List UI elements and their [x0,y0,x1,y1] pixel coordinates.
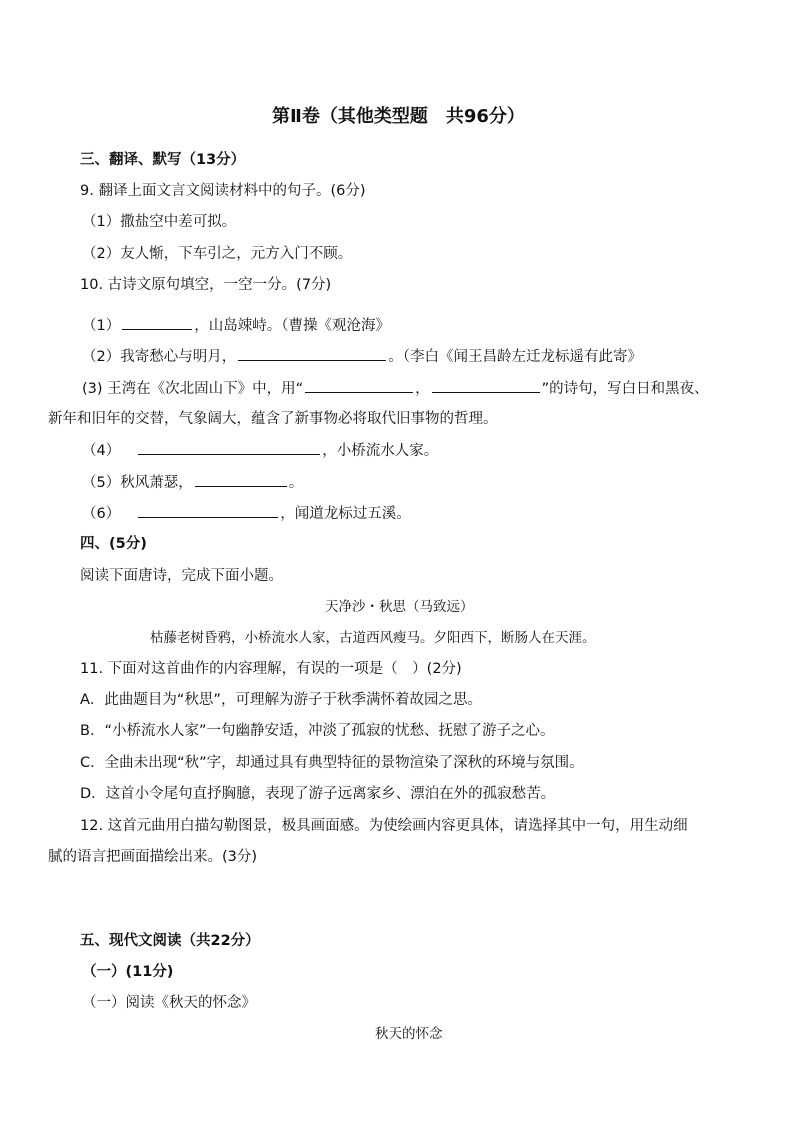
q10-item-3-line2: 新年和旧年的交替，气象阔大，蕴含了新事物必将取代旧事物的哲理。 [48,411,498,427]
poem-body: 枯藤老树昏鸦，小桥流水人家，古道西风瘦马。夕阳西下，断肠人在天涯。 [150,630,596,646]
answer-blank-3b[interactable] [432,378,540,393]
q11-option-c: C．全曲未出现“秋”字，却通过具有典型特征的景物渲染了深秋的环境与氛围。 [80,755,584,771]
q10-item-5-head: （5）秋风萧瑟， [82,475,193,491]
answer-blank-3a[interactable] [305,378,413,393]
section3-heading: 三、翻译、默写（13分） [80,152,246,168]
section5-sub-1: （一）(11分) [82,964,174,980]
q10-item-1-label: （1） [82,318,121,334]
page-title: 第Ⅱ卷（其他类型题 共96分） [272,106,525,127]
article-title: 秋天的怀念 [375,1026,443,1042]
q10-item-5 [82,472,303,493]
q10-item-6-tail: ，闻道龙标过五溪。 [280,506,411,522]
q10-stem: 10. 古诗文原句填空，一空一分。(7分) [80,277,332,293]
q10-item-4 [82,440,438,461]
q9-item-2: （2）友人惭，下车引之，元方入门不顾。 [82,246,353,262]
q11-option-a: A．此曲题目为“秋思”，可理解为游子于秋季满怀着故园之思。 [80,692,482,708]
q10-item-2-tail: 。（李白《闻王昌龄左迁龙标遥有此寄》 [388,349,642,365]
poem-title: 天净沙・秋思（马致远） [325,599,474,615]
q10-item-6 [82,503,411,524]
answer-blank-1[interactable] [122,315,192,330]
q11-stem: 11. 下面对这首曲作的内容理解，有误的一项是（ ）(2分) [80,661,462,677]
q10-item-1-tail: ，山岛竦峙。（曹操《观沧海》 [194,318,390,334]
q10-item-3-mid: ， [415,381,430,397]
answer-blank-4[interactable] [138,440,320,455]
q11-option-b: B．“小桥流水人家”一句幽静安适，冲淡了孤寂的忧愁、抚慰了游子之心。 [80,723,555,739]
section5-sub-2: （一）阅读《秋天的怀念》 [82,995,256,1011]
q11-option-d: D．这首小令尾句直抒胸臆，表现了游子远离家乡、漂泊在外的孤寂愁苦。 [80,786,556,802]
section4-intro: 阅读下面唐诗，完成下面小题。 [80,568,283,584]
q12-line-1: 12. 这首元曲用白描勾勒图景，极具画面感。为使绘画内容更具体，请选择其中一句，用生动细 [80,818,688,834]
q10-item-5-tail: 。 [288,475,304,491]
q10-item-3-tail: ”的诗句，写白日和黑夜、 [541,381,709,397]
q10-item-2-head: （2）我寄愁心与明月， [82,349,237,365]
q10-item-4-tail: ，小桥流水人家。 [322,443,439,459]
section5-heading: 五、现代文阅读（共22分） [80,933,260,949]
q9-item-1: （1）撒盐空中差可拟。 [82,214,237,230]
section4-heading: 四、(5分) [80,536,147,552]
q10-item-6-label: （6） [82,506,121,522]
q10-item-1 [82,315,390,336]
answer-blank-2[interactable] [238,346,386,361]
q10-item-4-label: （4） [82,443,121,459]
q10-item-3-head: (3) 王湾在《次北固山下》中，用“ [82,381,304,397]
q12-line-2: 腻的语言把画面描绘出来。(3分) [48,849,258,865]
q10-item-2 [82,346,642,367]
q10-item-3 [82,378,709,399]
answer-blank-5[interactable] [195,472,287,487]
answer-blank-6[interactable] [138,503,278,518]
q9-stem: 9. 翻译上面文言文阅读材料中的句子。(6分) [80,183,366,199]
